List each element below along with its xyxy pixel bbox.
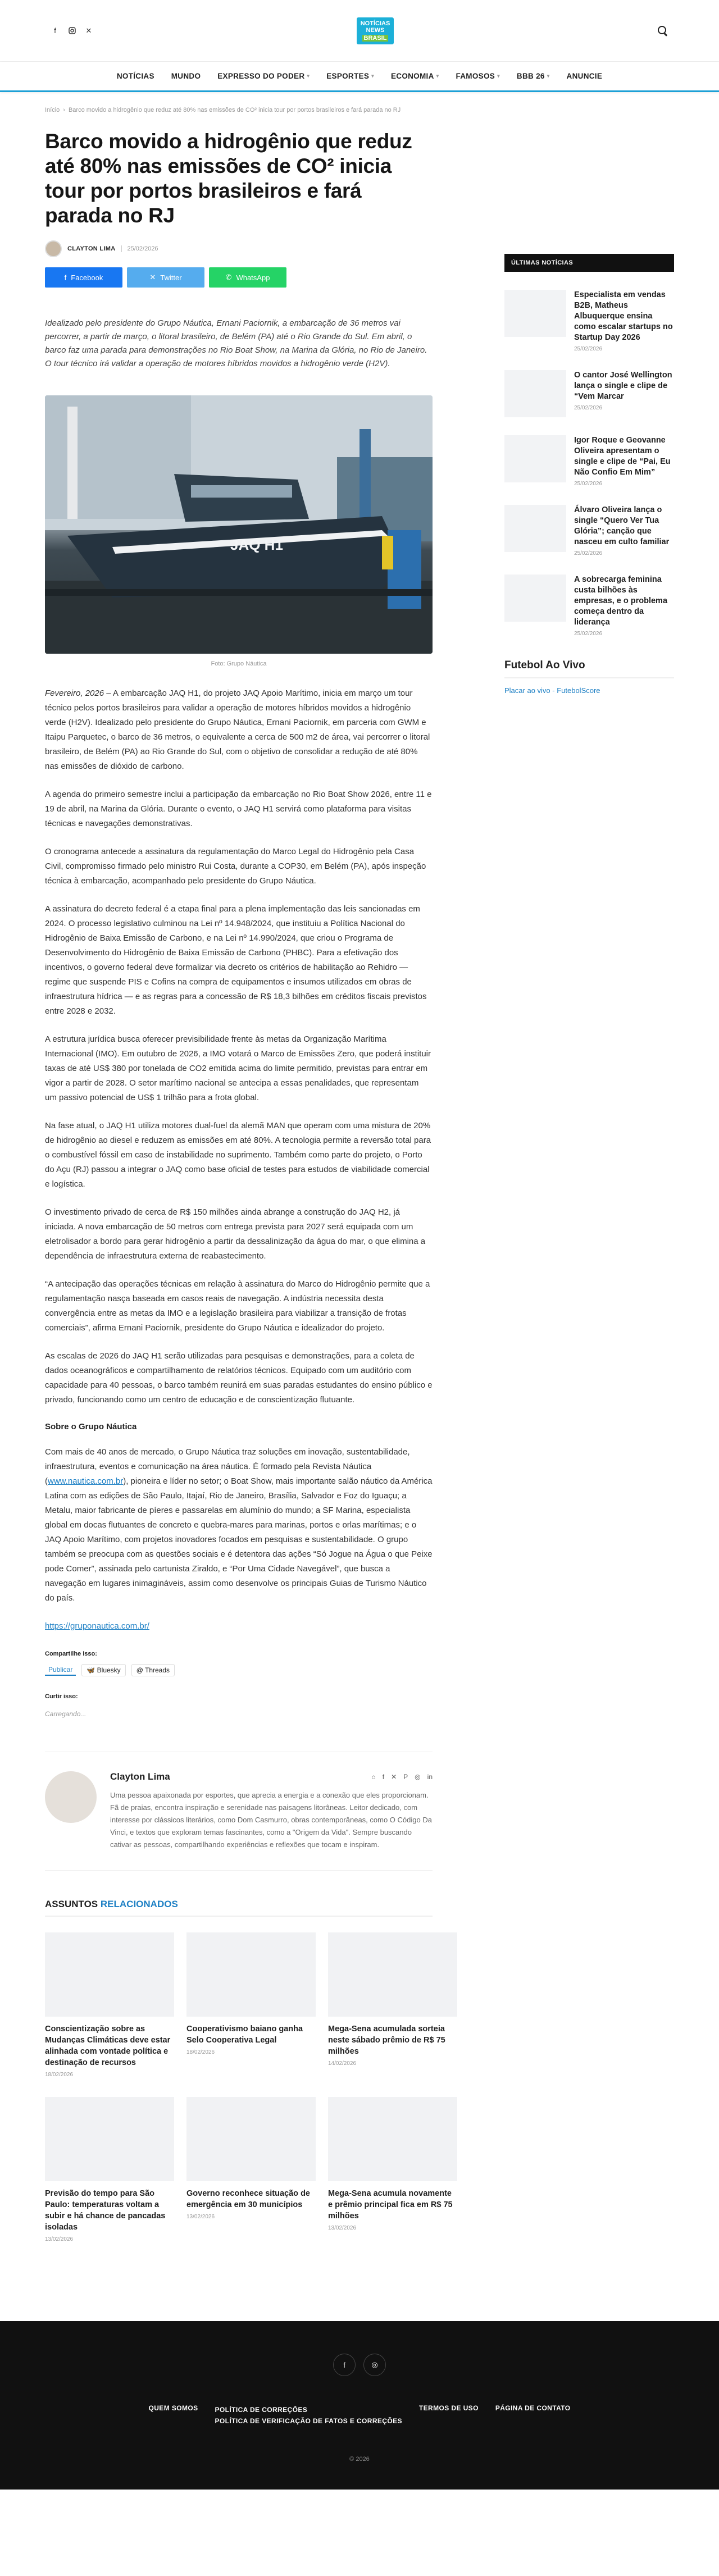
share-this-buttons (45, 1664, 433, 1676)
x-icon[interactable]: ✕ (391, 1773, 397, 1781)
boat-name-text: JAQ H1 (230, 536, 283, 553)
related-title[interactable]: Mega-Sena acumulada sorteia neste sábado prêmio de R$ 75 milhões (328, 2025, 445, 2056)
twitter-share-button[interactable]: ✕ Twitter (127, 267, 204, 288)
article-lead: Idealizado pelo presidente do Grupo Náutica, Ernani Paciornik, a embarcação de 36 metros vai percorrer, a partir de março, o litoral brasileiro, de Belém (PA) até o Rio Grande do Sul. Em abril, o barco faz uma parada para demonstrações no Rio Boat Show, na Marina da Glória, no Rio de Janeiro. O tour técnico irá validar a operação de motores híbridos movidos a hidrogênio verde (H2V). (45, 318, 427, 368)
top-bar (0, 0, 719, 62)
latest-news-item[interactable] (504, 575, 674, 637)
nav-item-noticias[interactable]: NOTÍCIAS (116, 72, 154, 80)
chevron-down-icon: ▾ (436, 73, 439, 79)
logo-line-3: BRASIL (362, 35, 389, 42)
related-heading: ASSUNTOS RELACIONADOS (45, 1899, 433, 1917)
related-item[interactable] (186, 2097, 316, 2242)
latest-title[interactable]: Igor Roque e Geovanne Oliveira apresentam o single e clipe de “Pai, Eu Não Confio Em Mim” (574, 436, 671, 477)
breadcrumb-current: Barco movido a hidrogênio que reduz até 80% nas emissões de CO² inicia tour por portos brasileiros e fará parada no RJ (68, 107, 401, 113)
latest-news-item[interactable] (504, 370, 674, 417)
latest-news-item[interactable] (504, 505, 674, 557)
pinterest-icon[interactable]: P (403, 1773, 408, 1781)
article-photo (45, 395, 433, 654)
latest-thumbnail[interactable] (504, 505, 566, 552)
social-links (51, 26, 93, 35)
paragraph: O investimento privado de cerca de R$ 150 milhões ainda abrange a construção do JAQ H2, já iniciada. A nova embarcação de 50 metros com entrega prevista para 2027 será equipada com um eletrolisador a bordo para gerar hidrogênio a partir da dessalinização da água do mar, o que elimina a dependência de infraestrutura externa de reabastecimento. (45, 1207, 426, 1261)
main-nav (0, 62, 719, 92)
facebook-icon: f (64, 273, 67, 282)
author-box-name[interactable]: Clayton Lima (110, 1771, 170, 1782)
author-box (45, 1752, 433, 1871)
like-label: Curtir isso: (45, 1693, 78, 1700)
related-thumbnail[interactable] (186, 2097, 316, 2181)
paragraph: A estrutura jurídica busca oferecer previsibilidade frente às metas da Organização Marítima Internacional (IMO). Em outubro de 2026, a IMO votará o Marco de Emissões Zero, que poderá instituir taxas de até US$ 380 por tonelada de CO2 emitida acima do limite permitido, previstas para entrar em vigor a partir de 2028. O setor marítimo nacional se antecipa a essas penalidades, que representam um passivo potencial de US$ 1 trilhão para a frota global. (45, 1034, 431, 1102)
author-avatar[interactable] (45, 1771, 97, 1823)
latest-news-item[interactable] (504, 290, 674, 352)
chevron-down-icon: ▾ (307, 73, 310, 79)
paragraph: A assinatura do decreto federal é a etapa final para a plena implementação das leis sancionadas em 2024. O processo legislativo culminou na Lei nº 14.948/2024, que instituiu a Política Nacional do Hidrogênio de Baixa Emissão de Carbono, e na Lei nº 14.990/2024, que criou o Programa de Desenvolvimento do Hidrogênio de Baixa Emissão de Carbono (PHBC). Para a efetivação dos incentivos, o governo federal deve formalizar via decreto os critérios de habilitação ao Rehidro — regime que suspende PIS e Cofins na compra de equipamentos e insumos utilizados em obras de infraestrutura hídrica — e as regras para a concessão de R$ 18,3 bilhões em créditos fiscais previstos entre 2028 e 2032. (45, 904, 427, 1016)
related-thumbnail[interactable] (45, 2097, 174, 2181)
footer-link-contato[interactable]: PÁGINA DE CONTATO (495, 2404, 571, 2412)
bluesky-icon: 🦋 (87, 1666, 95, 1674)
related-date: 18/02/2026 (45, 2072, 74, 2078)
x-icon[interactable]: ✕ (85, 26, 92, 35)
facebook-icon[interactable]: f (382, 1773, 385, 1781)
latest-thumbnail[interactable] (504, 575, 566, 622)
latest-title[interactable]: A sobrecarga feminina custa bilhões às empresas, e o problema começa dentro da liderança (574, 575, 668, 627)
latest-thumbnail[interactable] (504, 370, 566, 417)
latest-thumbnail[interactable] (504, 435, 566, 482)
footer-link-termos[interactable]: TERMOS DE USO (418, 2404, 479, 2412)
latest-title[interactable]: Especialista em vendas B2B, Matheus Albuquerque ensina como escalar startups no Startup Day 2026 (574, 290, 673, 342)
author-name[interactable]: CLAYTON LIMA (67, 245, 116, 252)
related-title[interactable]: Conscientização sobre as Mudanças Climáticas deve estar alinhada com vontade política e destinação de recursos (45, 2025, 171, 2067)
latest-date: 25/02/2026 (574, 550, 603, 557)
latest-date: 25/02/2026 (574, 346, 603, 352)
breadcrumb-separator: › (63, 107, 65, 113)
related-title[interactable]: Governo reconhece situação de emergência em 30 municípios (186, 2189, 310, 2209)
photo-caption: Foto: Grupo Náutica (211, 660, 267, 667)
footer-link-verificacao[interactable]: POLÍTICA DE VERIFICAÇÃO DE FATOS E CORREÇÕES (215, 2417, 402, 2425)
bluesky-button[interactable]: 🦋 Bluesky (81, 1664, 125, 1676)
whatsapp-icon: ✆ (225, 273, 232, 281)
article-body (45, 686, 433, 1634)
live-football-heading: Futebol Ao Vivo (504, 659, 674, 678)
author-bio: Uma pessoa apaixonada por esportes, que aprecia a energia e a conexão que eles proporcionam. Fã de praias, encontra inspiração e serenidade nas paisagens litorâneas. Leitor dedicado, com interesse por clássicos literários, como Dom Casmurro, obras contemporâneas, como O Código Da Vinci, e textos que exploram temas fascinantes, como a "Origem da Vida". Sempre buscando cativar as pessoas, compartilhando experiências e reflexões que tocam e inspiram. (110, 1791, 432, 1849)
related-date: 13/02/2026 (186, 2214, 215, 2220)
copyright: © 2026 (349, 2456, 370, 2463)
breadcrumb-home[interactable]: Início (45, 107, 60, 113)
footer-link-correcoes[interactable]: POLÍTICA DE CORREÇÕES (215, 2406, 308, 2414)
nav-item-mundo[interactable]: MUNDO (171, 72, 201, 80)
paragraph: Fevereiro, 2026 – A embarcação JAQ H1, do projeto JAQ Apoio Marítimo, inicia em março um tour técnico pelos portos brasileiros para validar a operação de motores híbridos movidos a hidrogênio verde (H2V). Idealizado pelo presidente do Grupo Náutica, Ernani Paciornik, em parceria com GWM e Itaipu Parquetec, o barco de 36 metros, o equivalente a cerca de 500 m2 de área, vai percorrer o litoral brasileiro, de Belém (PA) ao Rio Grande do Sul, com o objetivo de consolidar a redução de até 80% nas emissões de dióxido de carbono. (45, 689, 430, 771)
sidebar (504, 107, 674, 2242)
home-icon[interactable]: ⌂ (371, 1773, 376, 1781)
live-score-link[interactable]: Placar ao vivo - FutebolScore (504, 686, 600, 695)
threads-button[interactable]: @ Threads (131, 1664, 175, 1676)
instagram-icon[interactable]: ◎ (415, 1773, 421, 1781)
grupo-nautica-link[interactable]: https://gruponautica.com.br/ (45, 1621, 149, 1631)
facebook-icon[interactable]: f (54, 26, 56, 35)
latest-date: 25/02/2026 (574, 405, 603, 411)
related-grid (45, 1932, 453, 2242)
page-title: Barco movido a hidrogênio que reduz até 80% nas emissões de CO² inicia tour por portos brasileiros e fará parada no RJ (45, 130, 412, 227)
related-item[interactable] (186, 1932, 316, 2078)
related-title[interactable]: Cooperativismo baiano ganha Selo Cooperativa Legal (186, 2025, 303, 2045)
article-meta (45, 240, 433, 257)
instagram-icon[interactable] (67, 26, 76, 35)
related-date: 13/02/2026 (45, 2236, 74, 2242)
related-item[interactable] (328, 2097, 457, 2242)
footer-link-quem-somos[interactable]: QUEM SOMOS (148, 2404, 198, 2412)
related-item[interactable] (328, 1932, 457, 2078)
chevron-down-icon: ▾ (547, 73, 550, 79)
nav-item-esportes[interactable]: ESPORTES ▾ (326, 72, 374, 80)
related-date: 18/02/2026 (186, 2049, 215, 2055)
x-icon: ✕ (149, 273, 156, 281)
author-social-icons (372, 1773, 433, 1781)
share-this-label: Compartilhe isso: (45, 1651, 97, 1657)
footer-links (0, 2404, 719, 2427)
site-footer (0, 2321, 719, 2490)
logo-line-1: NOTÍCIAS (360, 20, 390, 27)
paragraph: O cronograma antecede a assinatura da regulamentação do Marco Legal do Hidrogênio pela Casa Civil, compromisso firmado pelo ministro Rui Costa, durante a COP30, em Belém (PA), após inspeção técnica à embarcação, acompanhado pelo presidente do Grupo Náutica. (45, 847, 426, 886)
nav-item-anuncie[interactable]: ANUNCIE (566, 72, 603, 80)
facebook-icon[interactable]: f (333, 2354, 356, 2376)
nav-item-expresso-do-poder[interactable]: EXPRESSO DO PODER ▾ (217, 72, 310, 80)
latest-news-heading: ÚLTIMAS NOTÍCIAS (504, 254, 674, 272)
chevron-down-icon: ▾ (371, 73, 374, 79)
publish-button[interactable]: Publicar (45, 1665, 76, 1676)
likes-loading: Carregando... (45, 1710, 87, 1718)
related-title[interactable]: Previsão do tempo para São Paulo: temperaturas voltam a subir e há chance de pancadas isoladas (45, 2189, 166, 2232)
paragraph: “A antecipação das operações técnicas em relação à assinatura do Marco do Hidrogênio permite que a regulamentação nasça baseada em casos reais de navegação. A indústria necessita desta convergência entre as metas da IMO e a legislação brasileira para viabilizar a transição de frotas comerciais”, afirma Ernani Paciornik, presidente do Grupo Náutica e idealizador do projeto. (45, 1279, 430, 1333)
related-item[interactable] (45, 1932, 174, 2078)
linkedin-icon[interactable]: in (427, 1773, 433, 1781)
paragraph: Na fase atual, o JAQ H1 utiliza motores dual-fuel da alemã MAN que operam com uma mistura de 20% de hidrogênio ao diesel e reduzem as emissões em até 80%. A tecnologia permite a reversão total para o combustível fóssil em caso de instabilidade no suprimento. Também como parte do projeto, o Porto do Açu (RJ) passou a integrar o JAQ como base oficial de testes para estudos de viabilidade comercial e logística. (45, 1121, 431, 1189)
latest-news-item[interactable] (504, 435, 674, 487)
site-link-paragraph (45, 1619, 433, 1634)
nav-item-famosos[interactable]: FAMOSOS ▾ (456, 72, 500, 80)
nav-item-economia[interactable]: ECONOMIA ▾ (390, 72, 439, 80)
footer-policy-links (215, 2404, 402, 2427)
related-thumbnail[interactable] (45, 1932, 174, 2017)
paragraph: As escalas de 2026 do JAQ H1 serão utilizadas para pesquisas e demonstrações, para a coleta de dados oceanográficos e compartilhamento de relatórios técnicos. Equipado com um auditório com capacidade para 40 pessoas, o barco também reunirá em suas paradas estudantes do ensino público e privado, funcionando como um centro de educação e de conscientização flutuante. (45, 1351, 433, 1405)
facebook-share-button[interactable]: f Facebook (45, 267, 122, 288)
latest-thumbnail[interactable] (504, 290, 566, 337)
latest-title[interactable]: O cantor José Wellington lança o single e clipe de “Vem Marcar (574, 371, 672, 401)
paragraph: A agenda do primeiro semestre inclui a participação da embarcação no Rio Boat Show 2026, entre 11 e 19 de abril, na Marina da Glória. Durante o evento, o JAQ H1 servirá como plataforma para visitas técnicas e navegações demonstrativas. (45, 790, 432, 828)
publish-date: 25/02/2026 (121, 245, 158, 252)
related-item[interactable] (45, 2097, 174, 2242)
nav-item-bbb-26[interactable]: BBB 26 ▾ (516, 72, 550, 80)
chevron-down-icon: ▾ (497, 73, 500, 79)
about-heading: Sobre o Grupo Náutica (45, 1422, 137, 1431)
related-thumbnail[interactable] (328, 2097, 457, 2181)
latest-date: 25/02/2026 (574, 631, 603, 637)
site-logo[interactable] (357, 17, 394, 44)
about-paragraph: Com mais de 40 anos de mercado, o Grupo Náutica traz soluções em inovação, sustentabilidade, infraestrutura, eventos e comunicação na área náutica. É formado pela Revista Náutica (www.nautica.com.br), pioneira e líder no setor; o Boat Show, mais importante salão náutico da América Latina com as edições de São Paulo, Itajaí, Rio de Janeiro, Brasília, Salvador e Foz do Iguaçu; a Metalu, maior fabricante de píeres e passarelas em alumínio do mundo; a SF Marina, especialista global em docas flutuantes de concreto e quebra-mares para marinas, portos e orlas marítimas; e o JAQ Apoio Marítimo, com projetos inovadores focados em pesquisas e sustentabilidade. O grupo também se preocupa com as questões sociais e é detentora das ações “Só Jogue na Água o que Peixe pode Comer”, assinada pelo cartunista Ziraldo, e “Por Uma Cidade Navegável”, que busca a navegação em lugares inimagináveis, assim como desenvolve os principais Guias de Turismo Náutico do país. (45, 1447, 433, 1603)
related-date: 13/02/2026 (328, 2225, 357, 2231)
avatar[interactable] (45, 240, 62, 257)
dateline: Fevereiro, 2026 (45, 689, 104, 698)
search-icon[interactable] (657, 25, 668, 37)
related-thumbnail[interactable] (186, 1932, 316, 2017)
breadcrumb (45, 107, 433, 113)
latest-title[interactable]: Álvaro Oliveira lança o single “Quero Ver Tua Glória”; canção que nasceu em culto familiar (574, 505, 670, 546)
related-date: 14/02/2026 (328, 2060, 357, 2067)
related-thumbnail[interactable] (328, 1932, 457, 2017)
nautica-link[interactable]: www.nautica.com.br (48, 1476, 124, 1486)
logo-line-2: NEWS (366, 26, 385, 34)
related-title[interactable]: Mega-Sena acumula novamente e prêmio principal fica em R$ 75 milhões (328, 2189, 453, 2221)
threads-icon: @ (136, 1666, 143, 1674)
whatsapp-share-button[interactable]: ✆ WhatsApp (209, 267, 286, 288)
latest-date: 25/02/2026 (574, 481, 603, 487)
article-main (45, 107, 453, 2242)
boat-illustration (45, 395, 433, 654)
share-buttons (45, 267, 433, 288)
instagram-icon[interactable]: ◎ (363, 2354, 386, 2376)
footer-social (0, 2354, 719, 2376)
